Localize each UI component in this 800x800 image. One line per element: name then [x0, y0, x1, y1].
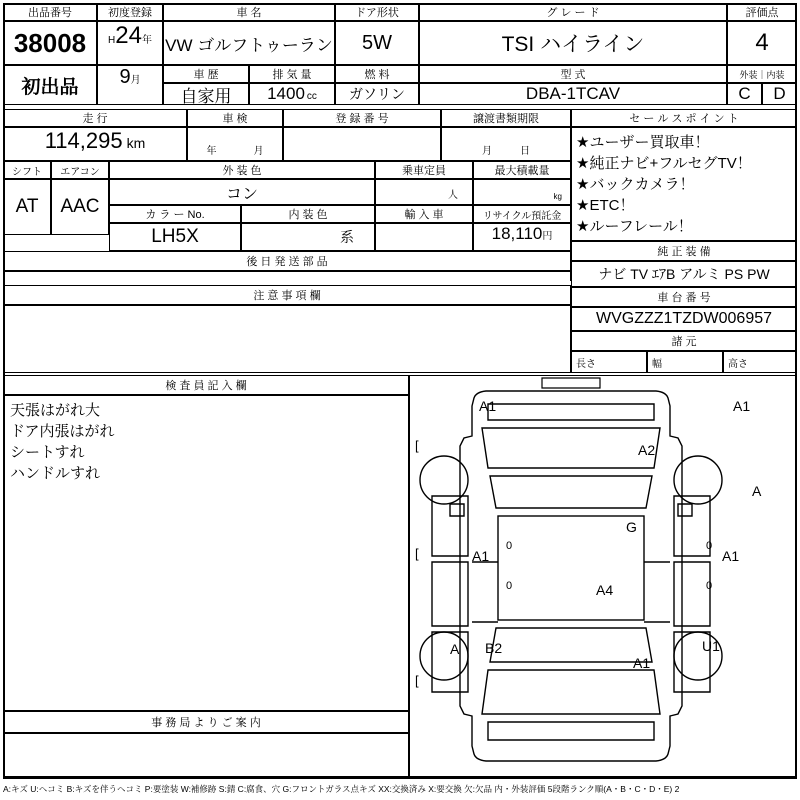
label-office-notice: 事 務 局 よ り ご 案 内 [3, 711, 409, 733]
value-later-parts [3, 271, 571, 281]
label-length: 長さ [571, 351, 647, 373]
label-first-reg: 初度登録 [97, 3, 163, 21]
value-displacement [249, 83, 335, 105]
label-exterior-color: 外 装 色 [109, 161, 375, 179]
damage-bracket: [ [415, 673, 419, 688]
recycle-fee-unit: 円 [542, 231, 553, 242]
value-aircon: AAC [51, 179, 109, 235]
mileage-unit: km [126, 135, 146, 151]
value-shift: AT [3, 179, 51, 235]
label-transfer-deadline: 譲渡書類期限 [441, 109, 571, 127]
label-recycle-fee: リサイクル預託金 [473, 205, 571, 223]
value-first-reg-month [97, 65, 163, 105]
label-model-code: 型 式 [419, 65, 727, 83]
sales-point-item: ★ETC！ [576, 197, 635, 214]
value-fuel: ガソリン [335, 83, 419, 105]
label-aircon: エアコン [51, 161, 109, 179]
label-exterior-interior: 外装｜内装 [727, 65, 797, 83]
sales-point-item: ★バックカメラ！ [576, 176, 695, 193]
damage-mark: A1 [472, 548, 490, 564]
reg-year: 24 [115, 22, 142, 49]
label-lot-no: 出品番号 [3, 3, 97, 21]
seats-unit: 人 [448, 190, 458, 201]
label-reg-number: 登 録 番 号 [283, 109, 441, 127]
reg-year-unit: 年 [141, 35, 152, 46]
label-displacement: 排 気 量 [249, 65, 335, 83]
label-grade: グ レ ー ド [419, 3, 727, 21]
damage-bracket: [ [415, 438, 419, 453]
transfer-day-unit: 日 [520, 146, 530, 157]
damage-mark: A1 [733, 398, 751, 414]
label-car-name: 車 名 [163, 3, 335, 21]
label-chassis-no: 車 台 番 号 [571, 287, 797, 307]
label-seats: 乗車定員 [375, 161, 473, 179]
value-door-shape: 5W [335, 21, 419, 65]
value-history: 自家用 [163, 83, 249, 105]
label-genuine-equipment: 純 正 装 備 [571, 241, 797, 261]
legend-footer: A:キズ U:ヘコミ B:キズを伴うヘコミ P:要塗装 W:補修跡 S:錆 C:腐食、穴 G:フロントガラス点キズ XX:交換済み X:要交換 欠:欠品 内・外装評価 5段階ランク順(A・B・C・D・E) 2 [3, 784, 680, 794]
damage-mark: U1 [702, 638, 720, 654]
value-chassis-no: WVGZZZ1TZDW006957 [571, 307, 797, 331]
office-notice-body [3, 733, 409, 777]
value-genuine-equipment: ナビ TV ｴｱB アルミ PS PW [571, 261, 797, 287]
inspection-year-unit: 年 [206, 146, 217, 157]
value-grade: TSI ハイライン [419, 21, 727, 65]
label-interior-color: 内 装 色 [241, 205, 375, 223]
value-rating: 4 [727, 21, 797, 65]
sales-point-item: ★ユーザー買取車！ [576, 134, 710, 151]
label-import-car: 輸 入 車 [375, 205, 473, 223]
damage-mark: A1 [479, 398, 497, 414]
inspector-note-line: 天張はがれ大 [10, 402, 101, 419]
displacement-number: 1400 [267, 84, 305, 103]
inspector-note-line: シートすれ [10, 444, 85, 461]
mileage-number: 114,295 [44, 128, 123, 153]
value-inspection [187, 127, 283, 161]
value-interior-color [241, 223, 375, 251]
value-color-no: LH5X [109, 223, 241, 251]
value-model-code: DBA-1TCAV [419, 83, 727, 105]
label-caution: 注 意 事 項 欄 [3, 285, 571, 305]
damage-mark: A1 [633, 655, 651, 671]
value-interior-grade: D [762, 83, 797, 105]
inspector-notes-body [3, 395, 409, 711]
value-car-name: VW ゴルフトゥーラン [163, 21, 335, 65]
damage-mark: A1 [722, 548, 740, 564]
label-inspection: 車 検 [187, 109, 283, 127]
label-height: 高さ [723, 351, 797, 373]
inspector-note-line: ドア内張はがれ [10, 423, 115, 440]
damage-mark: G [626, 519, 637, 535]
damage-mark: A2 [638, 442, 656, 458]
label-rating: 評価点 [727, 3, 797, 21]
transfer-month-unit: 月 [482, 146, 492, 157]
value-recycle-fee [473, 223, 571, 251]
damage-mark-small: 0 [706, 580, 713, 592]
damage-mark: A4 [596, 582, 614, 598]
value-first-time: 初出品 [3, 65, 97, 105]
reg-month: 9 [119, 66, 131, 88]
inspector-note-line: ハンドルすれ [10, 465, 101, 482]
label-width: 幅 [647, 351, 723, 373]
damage-mark-small: 0 [506, 580, 513, 592]
reg-month-unit: 月 [130, 75, 141, 86]
value-reg-number [283, 127, 441, 161]
label-mileage: 走 行 [3, 109, 187, 127]
value-seats [375, 179, 473, 205]
damage-mark: A [450, 641, 460, 657]
reg-era: H [108, 35, 116, 46]
label-sales-point: セ ー ル ス ポ イ ン ト [571, 109, 797, 127]
value-transfer-deadline [441, 127, 571, 161]
value-exterior-color: コン [109, 179, 375, 205]
damage-mark: B2 [485, 640, 503, 656]
label-fuel: 燃 料 [335, 65, 419, 83]
max-load-unit: kg [553, 192, 562, 201]
value-caution [3, 305, 571, 373]
recycle-fee-number: 18,110 [491, 224, 543, 243]
label-later-parts: 後 日 発 送 部 品 [3, 251, 571, 271]
damage-mark: A [752, 483, 762, 499]
car-diagram-svg [410, 376, 796, 776]
sales-point-list [571, 127, 797, 241]
label-dimensions: 諸 元 [571, 331, 797, 351]
value-max-load [473, 179, 571, 205]
label-door-shape: ドア形状 [335, 3, 419, 21]
label-color-no: カ ラ ー No. [109, 205, 241, 223]
damage-mark-small: 0 [706, 540, 713, 552]
inspection-month-unit: 月 [253, 146, 264, 157]
interior-color-suffix: 系 [340, 229, 354, 245]
damage-bracket: [ [415, 546, 419, 561]
sales-point-item: ★ルーフレール！ [576, 218, 693, 235]
value-mileage [3, 127, 187, 161]
damage-mark-small: 0 [506, 540, 513, 552]
value-lot-no: 38008 [3, 21, 97, 65]
label-history: 車 歴 [163, 65, 249, 83]
value-exterior-grade: C [727, 83, 762, 105]
label-shift: シフト [3, 161, 51, 179]
sales-point-item: ★純正ナビ+フルセグTV！ [576, 155, 752, 172]
label-inspector-notes: 検 査 員 記 入 欄 [3, 375, 409, 395]
value-import-car [375, 223, 473, 251]
value-first-reg [97, 21, 163, 65]
displacement-unit: cc [306, 91, 317, 102]
car-diagram [409, 375, 797, 777]
label-max-load: 最大積載量 [473, 161, 571, 179]
